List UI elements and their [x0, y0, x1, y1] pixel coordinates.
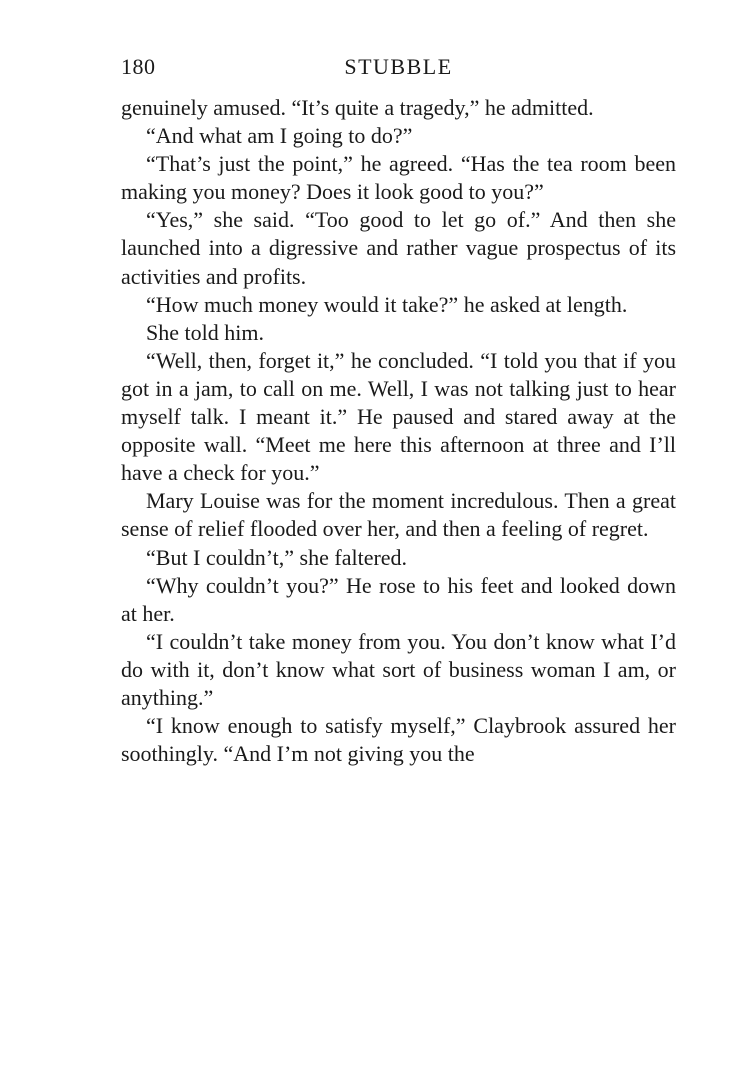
- book-page: [121, 54, 676, 768]
- paragraph: “That’s just the point,” he agreed. “Has the tea room been making you money? Does it look good to you?”: [121, 151, 676, 205]
- running-title: STUBBLE: [344, 54, 453, 79]
- paragraph: “Yes,” she said. “Too good to let go of.” And then she launched into a digressive and rather vague prospectus of its activities and profits.: [121, 207, 676, 289]
- paragraph: “Well, then, forget it,” he concluded. “I told you that if you got in a jam, to call on me. Well, I was not talking just to hear myself talk. I meant it.” He paused and stared away at the opposite wall. “Meet me here this afternoon at three and I’ll have a check for you.”: [121, 347, 676, 486]
- paragraph: “I know enough to satisfy myself,” Claybrook assured her soothingly. “And I’m not giving you the: [121, 713, 676, 767]
- paragraph: “How much money would it take?” he asked at length.: [146, 291, 628, 317]
- paragraph-continuation: genuinely amused. “It’s quite a tragedy,” he admitted.: [121, 95, 594, 120]
- paragraph: “But I couldn’t,” she faltered.: [146, 544, 408, 570]
- paragraph: Mary Louise was for the moment incredulous. Then a great sense of relief flooded over her, and then a feeling of regret.: [121, 488, 676, 542]
- page-number: 180: [121, 54, 156, 79]
- paragraph: “And what am I going to do?”: [146, 123, 413, 149]
- body-text: [121, 94, 676, 768]
- paragraph: “Why couldn’t you?” He rose to his feet and looked down at her.: [121, 572, 676, 626]
- paragraph: “I couldn’t take money from you. You don’t know what I’d do with it, don’t know what sort of business woman I am, or anything.”: [121, 628, 676, 710]
- paragraph: She told him.: [146, 319, 264, 345]
- running-head: [121, 54, 676, 88]
